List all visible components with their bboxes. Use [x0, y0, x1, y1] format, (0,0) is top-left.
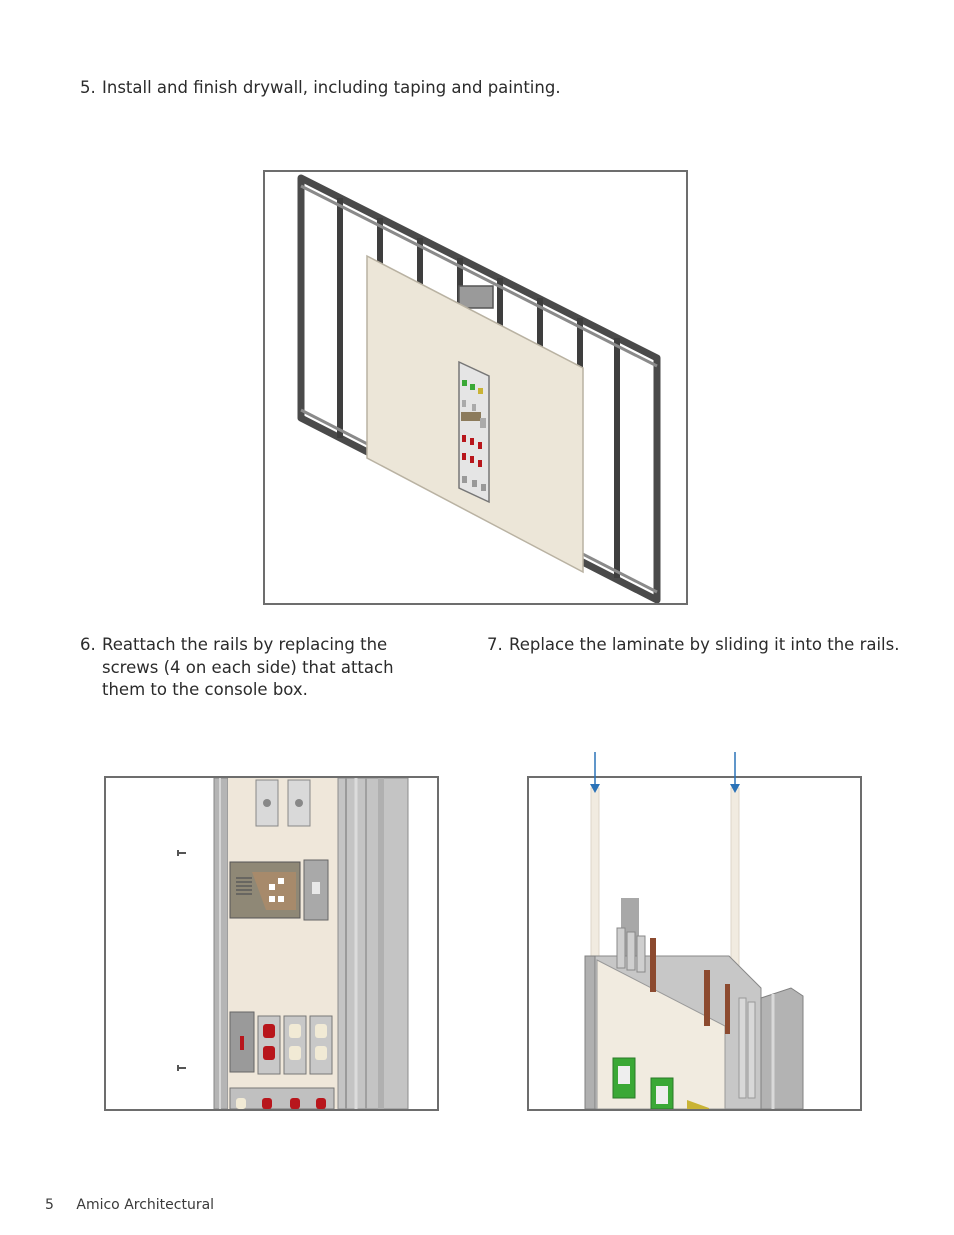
- drywall-illustration: [263, 170, 688, 605]
- company-name: Amico Architectural: [76, 1197, 215, 1213]
- rails-svg: [106, 778, 437, 1109]
- step-number: 7.: [487, 635, 503, 654]
- step-6: [80, 634, 440, 702]
- step-number: 5.: [80, 78, 96, 97]
- page-number: 5: [45, 1197, 54, 1213]
- screw-icon: [177, 850, 186, 856]
- step-5: [80, 77, 780, 100]
- step-text: Install and finish drywall, including taping and painting.: [102, 78, 561, 97]
- drywall-frame-svg: [265, 172, 686, 603]
- right-rail: [761, 988, 803, 1109]
- console-panel: [459, 362, 489, 502]
- step-text: Replace the laminate by sliding it into the rails.: [509, 635, 900, 654]
- rails-illustration: [104, 776, 439, 1111]
- step-7: [487, 634, 907, 657]
- step-number: 6.: [80, 635, 96, 654]
- screw-icon: [177, 1065, 186, 1071]
- step-text: Reattach the rails by replacing the screws (4 on each side) that attach them to the console box.: [102, 635, 394, 699]
- arrow-down-icon: [588, 752, 602, 794]
- page-footer: [45, 1197, 214, 1213]
- left-rail: [585, 956, 595, 1109]
- conduit-pipes: [617, 928, 645, 972]
- laminate-illustration: [527, 776, 862, 1111]
- right-rail: [338, 778, 408, 1109]
- arrow-down-icon: [728, 752, 742, 794]
- laminate-svg: [529, 778, 860, 1109]
- junction-box: [459, 286, 493, 308]
